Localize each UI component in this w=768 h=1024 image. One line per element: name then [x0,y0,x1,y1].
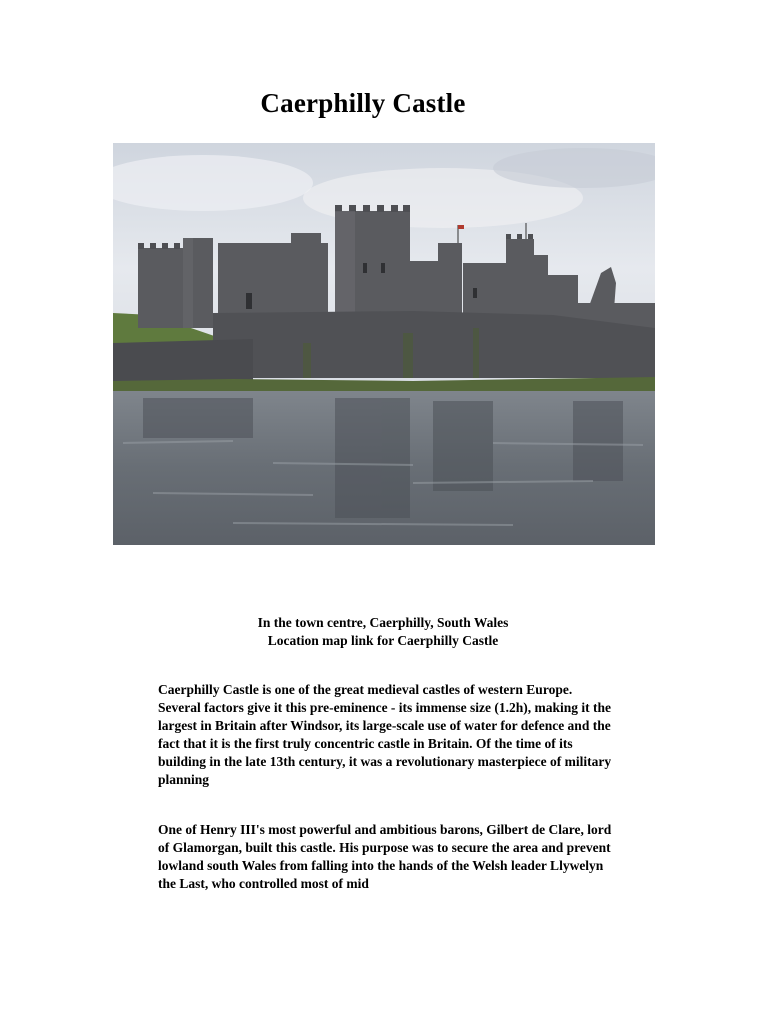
history-paragraph: One of Henry III's most powerful and ambitious barons, Gilbert de Clare, lord of Glamorgan, built this castle. His purpose was to secure the area and prevent lowland south Wales from falling into the hands of the Welsh leader Llywelyn the Last, who controlled most of mid [158,822,612,891]
location-caption [0,614,766,650]
location-text: In the town centre, Caerphilly, South Wales [257,615,509,630]
intro-paragraph: Caerphilly Castle is one of the great medieval castles of western Europe. Several factors give it this pre-eminence - its immense size (1.2h), making it the largest in Britain after Windsor, its large-scale use of water for defence and the fact that it is the first truly concentric castle in Britain. Of the time of its building in the late 13th century, it was a revolutionary masterpiece of military planning [158,682,612,787]
castle-photo [113,143,655,545]
page-title: Caerphilly Castle [260,88,466,118]
location-map-link[interactable]: Location map link for Caerphilly Castle [267,633,499,648]
